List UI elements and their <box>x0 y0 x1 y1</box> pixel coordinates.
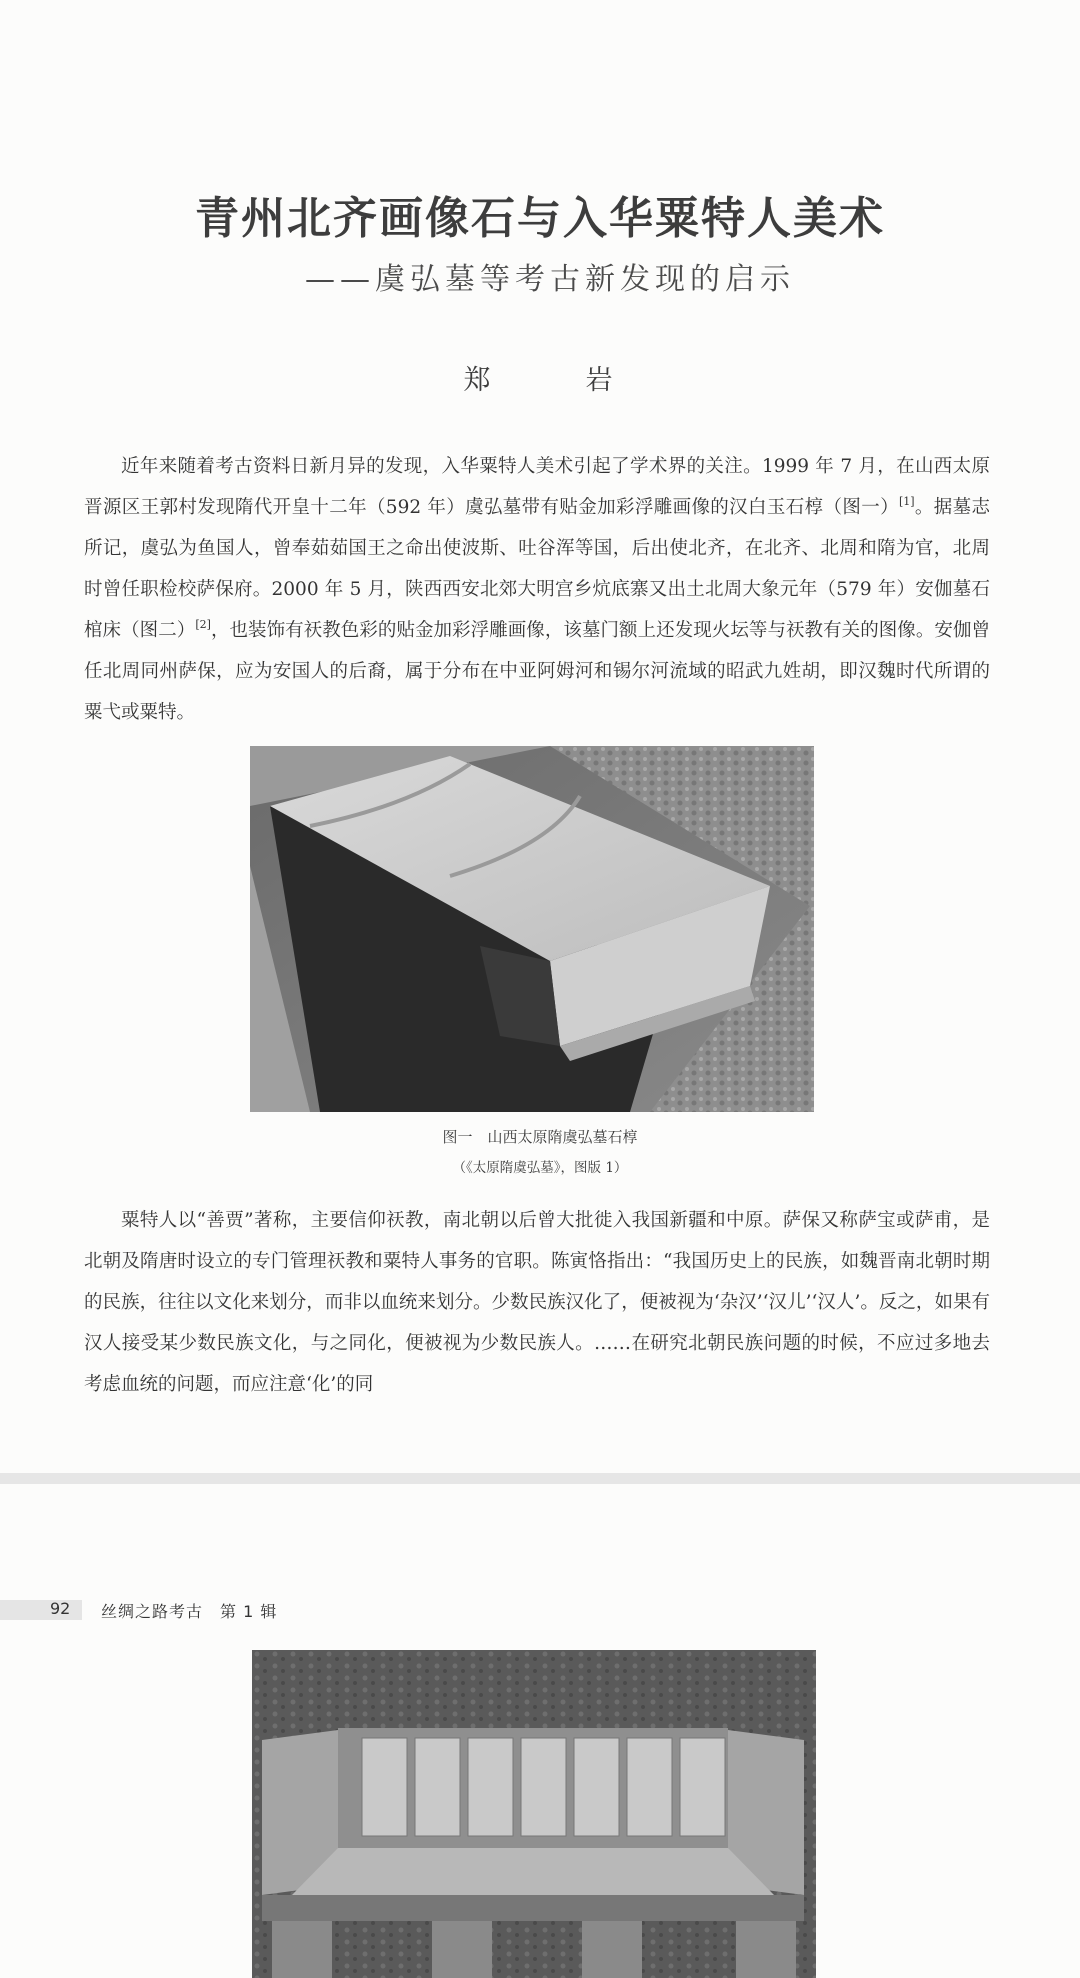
paragraph-sogdians-text: 粟特人以“善贾”著称，主要信仰祆教，南北朝以后曾大批徙入我国新疆和中原。萨保又称萨宝或萨甫，是北朝及隋唐时设立的专门管理祆教和粟特人事务的官职。陈寅恪指出：“我国历史上的民族，如魏晋南北朝时期的民族，往往以文化来划分，而非以血统来划分。少数民族汉化了，便被视为‘杂汉’‘汉儿’‘汉人’。反之，如果有汉人接受某少数民族文化，与之同化，便被视为少数民族人。……在研究北朝民族问题的时候，不应过多地去考虑血统的问题，而应注意‘化’的同 <box>84 1210 990 1395</box>
figure1-source: （《太原隋虞弘墓》，图版 1） <box>452 1160 628 1176</box>
article-subtitle: ——虞弘墓等考古新发现的启示 <box>305 262 795 297</box>
paragraph-intro-part2: 。据墓志所记，虞弘为鱼国人，曾奉茹茹国王之命出使波斯、吐谷浑等国，后出使北齐，在北齐、北周和隋为官，北周时曾任职检校萨保府。2000 年 5 月，陕西西安北郊大明宫乡炕底寨又出土北周大象元年（579 年）安伽墓石棺床（图二） <box>84 497 990 641</box>
paragraph-sogdians <box>84 1200 990 1405</box>
paragraph-intro <box>84 446 990 733</box>
footnote-ref-2[interactable]: [2] <box>195 618 211 631</box>
paragraph-intro-part3: ，也装饰有祆教色彩的贴金加彩浮雕画像，该墓门额上还发现火坛等与祆教有关的图像。安伽曾任北周同州萨保，应为安国人的后裔，属于分布在中亚阿姆河和锡尔河流域的昭武九姓胡，即汉魏时代所谓的粟弋或粟特。 <box>84 620 990 723</box>
figure1-caption: 图一 山西太原隋虞弘墓石椁 <box>442 1128 638 1146</box>
running-head: 丝绸之路考古 第 1 辑 <box>101 1602 278 1621</box>
article-title: 青州北齐画像石与入华粟特人美术 <box>195 193 885 244</box>
author-name: 郑 岩 <box>463 365 647 396</box>
paragraph-intro-part1: 近年来随着考古资料日新月异的发现，入华粟特人美术引起了学术界的关注。1999 年 7 月，在山西太原晋源区王郭村发现隋代开皇十二年（592 年）虞弘墓带有贴金加彩浮雕画像的汉白玉石椁（图一） <box>84 456 990 518</box>
page-divider <box>0 1473 1080 1484</box>
stone-couch-photo <box>252 1650 816 1978</box>
sarcophagus-photo <box>250 746 814 1112</box>
footnote-ref-1[interactable]: [1] <box>898 495 915 508</box>
page-number: 92 <box>50 1599 71 1618</box>
